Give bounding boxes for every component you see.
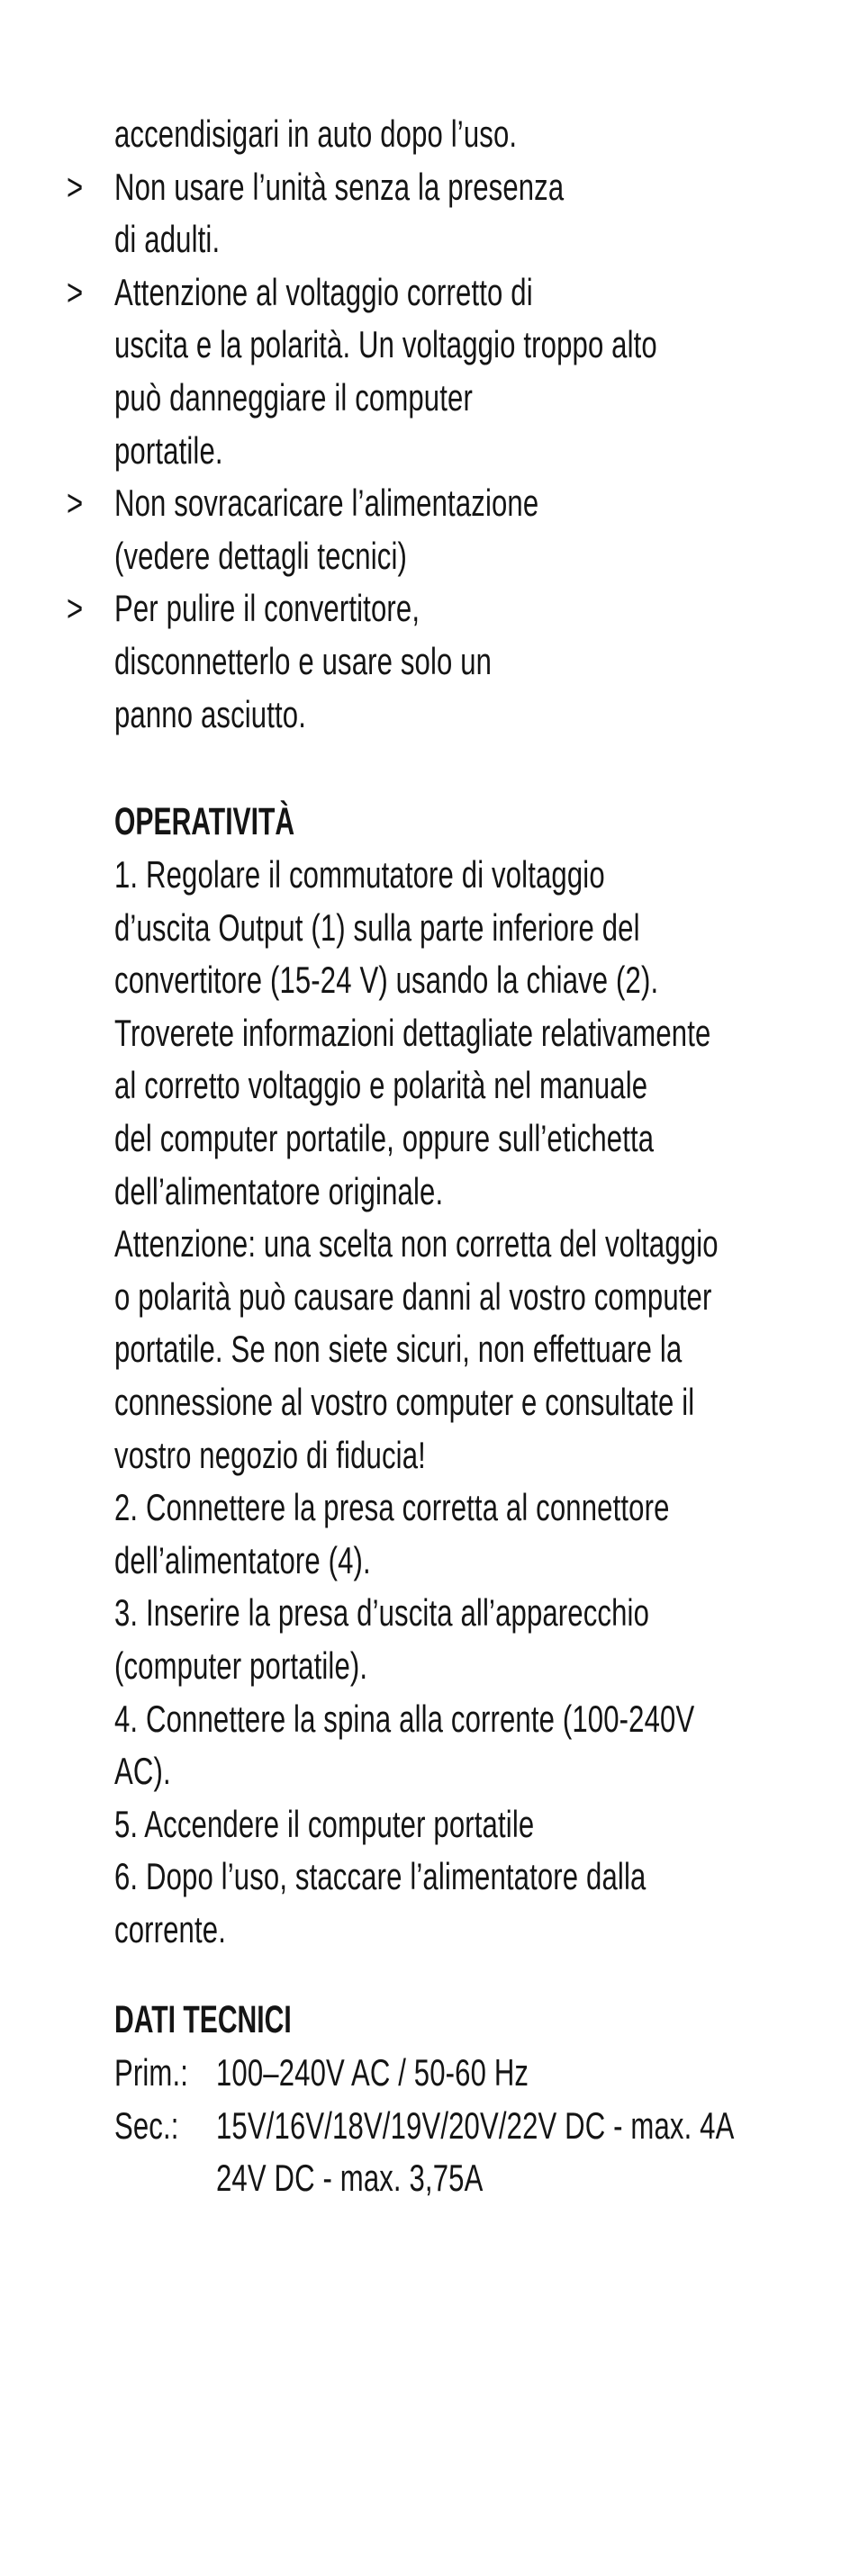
safety-item-line: accendisigari in auto dopo l’uso. <box>114 113 518 155</box>
spec-value: 100–240V AC / 50-60 Hz <box>216 2051 529 2094</box>
safety-item-line: uscita e la polarità. Un voltaggio troppo alto <box>114 323 657 366</box>
safety-item-line: Non usare l’unità senza la presenza <box>114 165 565 208</box>
body-line: dell’alimentatore (4). <box>114 1538 371 1581</box>
body-line: 2. Connettere la presa corretta al connettore <box>114 1486 670 1529</box>
spec-value: 24V DC - max. 3,75A <box>216 2157 484 2200</box>
safety-item <box>67 161 848 266</box>
safety-item <box>67 582 848 741</box>
body-line: 5. Accendere il computer portatile <box>114 1802 535 1845</box>
operativita-heading: OPERATIVITÀ <box>114 800 295 843</box>
body-line: o polarità può causare danni al vostro computer <box>114 1274 712 1318</box>
spec-key: Sec.: <box>114 2103 179 2147</box>
spec-value: 15V/16V/18V/19V/20V/22V DC - max. 4A <box>216 2103 735 2147</box>
safety-item-line: Attenzione al voltaggio corretto di <box>114 270 533 313</box>
safety-item-line: Per pulire il convertitore, <box>114 587 420 630</box>
operativita-body <box>114 849 859 1956</box>
body-line: portatile. Se non siete sicuri, non effettuare la <box>114 1328 683 1371</box>
safety-item-line: (vedere dettagli tecnici) <box>114 534 408 577</box>
bullet-marker: > <box>67 587 84 630</box>
body-line: convertitore (15-24 V) usando la chiave (2). <box>114 959 659 1002</box>
body-line: connessione al vostro computer e consultate il <box>114 1380 695 1423</box>
safety-item <box>67 266 848 477</box>
safety-item <box>67 477 848 582</box>
body-line: vostro negozio di fiducia! <box>114 1433 426 1476</box>
bullet-marker: > <box>67 165 84 208</box>
body-line: d’uscita Output (1) sulla parte inferiore del <box>114 905 640 949</box>
safety-item-line: panno asciutto. <box>114 692 307 735</box>
body-line: Attenzione: una scelta non corretta del voltaggio <box>114 1222 719 1265</box>
body-line: Troverete informazioni dettagliate relativamente <box>114 1011 711 1054</box>
body-line: 6. Dopo l’uso, staccare l’alimentatore dalla <box>114 1855 647 1898</box>
body-line: al corretto voltaggio e polarità nel manuale <box>114 1064 648 1107</box>
body-line: 4. Connettere la spina alla corrente (100-240V <box>114 1697 695 1740</box>
body-line: dell’alimentatore originale. <box>114 1169 444 1212</box>
safety-item-line: di adulti. <box>114 218 221 261</box>
body-line: del computer portatile, oppure sull’etichetta <box>114 1116 655 1159</box>
spec-key: Prim.: <box>114 2051 189 2094</box>
safety-item-line: disconnetterlo e usare solo un <box>114 639 493 682</box>
dati-tecnici-heading: DATI TECNICI <box>114 1998 292 2041</box>
body-line: corrente. <box>114 1907 226 1950</box>
safety-item <box>114 108 848 161</box>
bullet-marker: > <box>67 482 84 525</box>
body-line: AC). <box>114 1750 171 1793</box>
bullet-marker: > <box>67 270 84 313</box>
safety-item-line: portatile. <box>114 428 223 472</box>
safety-list <box>67 108 848 741</box>
safety-item-line: può danneggiare il computer <box>114 375 473 419</box>
body-line: 1. Regolare il commutatore di voltaggio <box>114 853 605 896</box>
safety-item-line: Non sovracaricare l’alimentazione <box>114 482 539 525</box>
body-line: 3. Inserire la presa d’uscita all’apparecchio <box>114 1591 650 1635</box>
body-line: (computer portatile). <box>114 1644 368 1687</box>
